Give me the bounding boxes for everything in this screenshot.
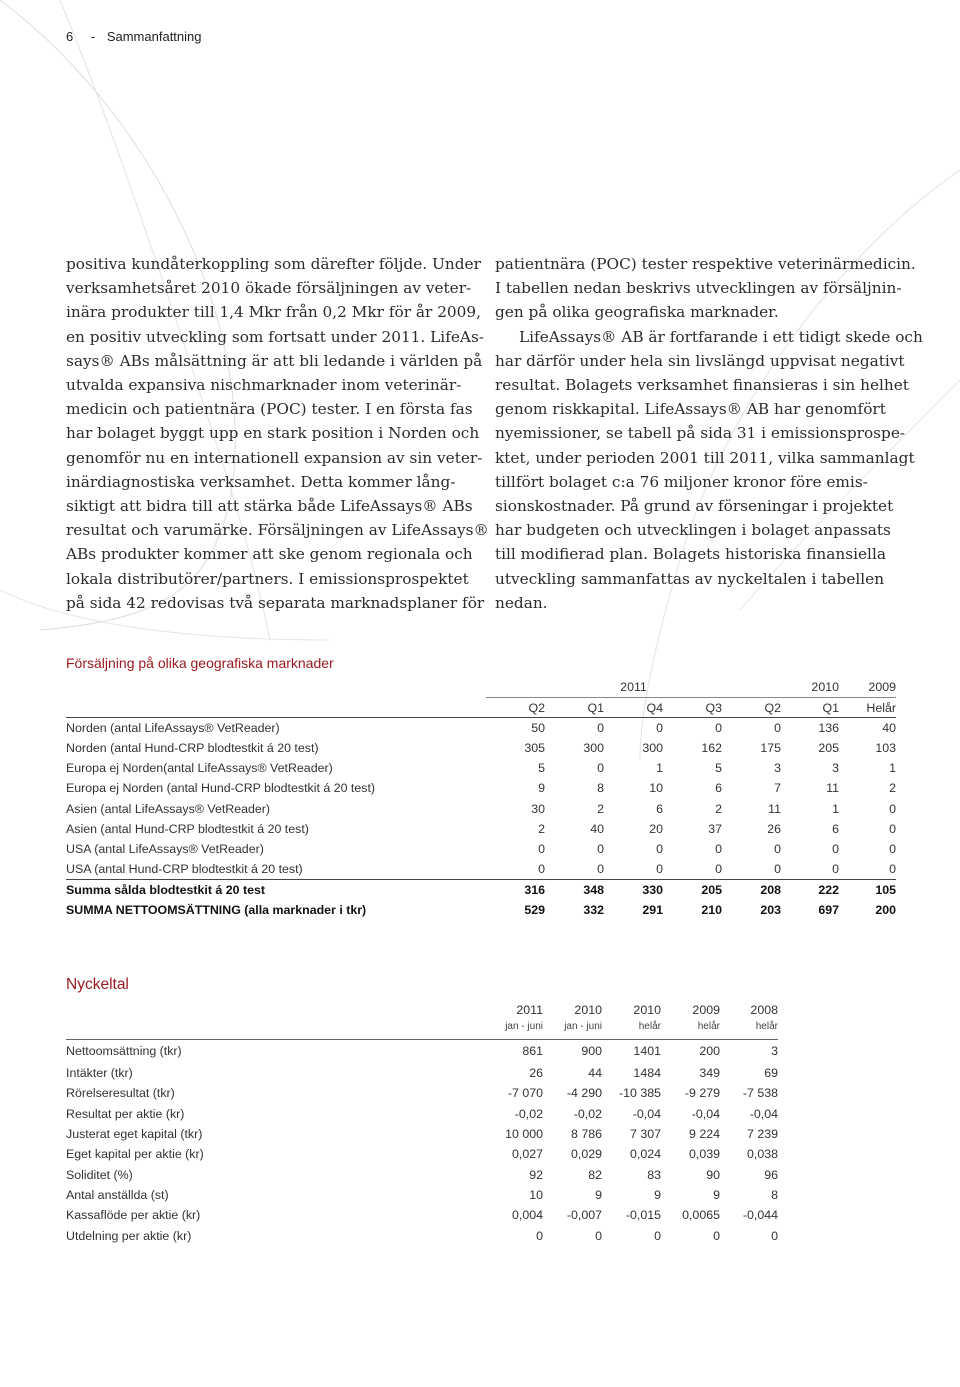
cell-value: 11 [768, 801, 781, 816]
cell-value: 9 [713, 1187, 720, 1202]
text-line: genomför nu en internationell expansion av sin veter- [66, 448, 483, 467]
cell-value: 8 [771, 1187, 778, 1202]
year-header: 2010 [633, 1003, 661, 1017]
section-title: Sammanfattning [106, 29, 202, 44]
cell-value: 103 [875, 741, 896, 756]
column-header: Q2 [722, 697, 781, 717]
label-header-empty [66, 999, 484, 1021]
cell-value: 50 [531, 721, 545, 736]
total-label: Summa sålda blodtestkit á 20 test [66, 879, 486, 899]
row-label: Asien (antal Hund-CRP blodtestkit á 20 test) [66, 821, 309, 836]
text-line: på sida 42 redovisas två separata marknadsplaner för [66, 593, 485, 612]
text-line: nyemissioner, se tabell på sida 31 i emissionsprospe- [495, 424, 906, 443]
cell-value: 6 [715, 781, 722, 796]
cell-value: 162 [701, 741, 722, 756]
cell-value: 8 [597, 781, 604, 796]
cell-value: 0,004 [511, 1208, 543, 1223]
total-value: 203 [760, 902, 781, 917]
cell-value: 0,024 [629, 1147, 661, 1162]
table-row [66, 799, 896, 819]
text-line: till modifierad plan. Bolagets historiska finansiella [495, 545, 886, 564]
total-value: 210 [701, 902, 722, 917]
total-value: 105 [839, 879, 896, 899]
cell-value: 300 [642, 741, 663, 756]
cell-value: 2 [715, 801, 722, 816]
year-header: 2008 [750, 1003, 778, 1017]
cell-value: 1 [832, 801, 839, 816]
text-line: LifeAssays® AB är fortfarande i ett tidigt skede och [519, 327, 923, 346]
cell-value: 7 239 [746, 1127, 778, 1142]
cell-value: 10 [649, 781, 663, 796]
total-row [66, 879, 896, 899]
table-row [66, 1185, 778, 1205]
cell-value: 0 [715, 842, 722, 856]
row-label: Utdelning per aktie (kr) [66, 1228, 192, 1243]
cell-value: 3 [774, 761, 781, 776]
year-header-2010: 2010 [781, 677, 839, 697]
total-value: 222 [781, 879, 839, 899]
cell-value: -0,02 [514, 1106, 543, 1121]
row-label: Kassaflöde per aktie (kr) [66, 1208, 201, 1223]
year-header-2011: 2011 [486, 677, 781, 697]
row-label: Resultat per aktie (kr) [66, 1106, 185, 1121]
cell-value: 0 [597, 761, 604, 776]
cell-value: 900 [581, 1044, 602, 1059]
column-header: Q1 [545, 697, 604, 717]
total-label: SUMMA NETTOOMSÄTTNING (alla marknader i tkr) [66, 902, 367, 917]
cell-value: 349 [699, 1066, 720, 1081]
cell-value: 82 [588, 1167, 602, 1182]
cell-value: 0 [715, 721, 722, 736]
cell-value: 2 [597, 801, 604, 816]
total-row [66, 899, 896, 919]
year-header-2009: 2009 [839, 677, 896, 697]
cell-value: 8 786 [570, 1127, 602, 1142]
year-header: 2011 [516, 1003, 543, 1017]
cell-value: 1 [656, 761, 663, 776]
text-line: en positiv utveckling som fortsatt under 2011. LifeAs- [66, 327, 484, 346]
table-row [66, 1104, 778, 1124]
cell-value: 300 [583, 741, 604, 756]
kpi-table-title: Nyckeltal [66, 976, 129, 993]
row-label: Europa ej Norden(antal LifeAssays® VetReader) [66, 761, 333, 776]
cell-value: -0,02 [573, 1106, 602, 1121]
cell-value: -0,007 [566, 1208, 602, 1223]
year-header: 2010 [574, 1003, 602, 1017]
cell-value: 7 [774, 781, 781, 796]
column-header: Q4 [604, 697, 663, 717]
text-line: har därför under hela sin livslängd uppvisat negativt [495, 351, 905, 370]
page-number: 6 [66, 29, 74, 44]
cell-value: 96 [764, 1167, 778, 1182]
table-row [66, 859, 896, 879]
header-dash: - [90, 29, 96, 44]
table-row [66, 1225, 778, 1245]
cell-value: 20 [649, 821, 663, 836]
cell-value: 0 [536, 1228, 543, 1243]
text-line: inärdiagnostiska verksamhet. Detta kommer lång- [66, 472, 456, 491]
cell-value: 40 [882, 721, 896, 736]
cell-value: 0 [771, 1228, 778, 1243]
cell-value: 0 [656, 842, 663, 856]
column-header: Q2 [486, 697, 545, 717]
row-label: Justerat eget kapital (tkr) [66, 1127, 203, 1142]
cell-value: -0,04 [749, 1106, 778, 1121]
total-value: 316 [486, 879, 545, 899]
cell-value: 69 [764, 1066, 778, 1081]
cell-value: 0 [654, 1228, 661, 1243]
cell-value: 90 [706, 1167, 720, 1182]
cell-value: 0 [889, 821, 896, 836]
total-value: 348 [545, 879, 604, 899]
cell-value: 92 [529, 1167, 543, 1182]
text-line: nedan. [495, 593, 548, 612]
text-line: genom riskkapital. LifeAssays® AB har genomfört [495, 400, 886, 419]
sales-table [66, 677, 896, 920]
table-row [66, 1083, 778, 1103]
cell-value: -7 070 [507, 1086, 543, 1101]
cell-value: -0,04 [632, 1106, 661, 1121]
total-value: 697 [818, 902, 839, 917]
cell-value: 0 [597, 842, 604, 856]
cell-value: 0 [713, 1228, 720, 1243]
cell-value: 200 [699, 1044, 720, 1059]
text-line: ktet, under perioden 2001 till 2011, vilka sammanlagt [495, 448, 915, 467]
period-header: jan - juni [543, 1021, 602, 1039]
cell-value: 0,0065 [682, 1208, 720, 1223]
table-row [66, 839, 896, 859]
row-label: Asien (antal LifeAssays® VetReader) [66, 801, 271, 816]
cell-value: 205 [818, 741, 839, 756]
text-line: utvalda expansiva nischmarknader inom veterinär- [66, 376, 462, 395]
row-label: Intäkter (tkr) [66, 1066, 133, 1081]
text-line: patientnära (POC) tester respektive veterinärmedicin. [495, 255, 916, 273]
total-value: 291 [642, 902, 663, 917]
row-label: Soliditet (%) [66, 1167, 133, 1182]
period-header: helår [661, 1021, 720, 1039]
cell-value: 9 224 [688, 1127, 720, 1142]
cell-value: -7 538 [742, 1086, 778, 1101]
cell-value: 0,039 [688, 1147, 720, 1162]
cell-value: 9 [538, 781, 545, 796]
table-row [66, 1205, 778, 1225]
table-row [66, 1063, 778, 1083]
cell-value: 136 [818, 721, 839, 736]
cell-value: 26 [529, 1066, 543, 1081]
cell-value: -4 290 [566, 1086, 602, 1101]
cell-value: 0 [715, 861, 722, 876]
column-header: Q1 [781, 697, 839, 717]
cell-value: 0 [538, 861, 545, 876]
table-row [66, 738, 896, 758]
table-row [66, 819, 896, 839]
year-header: 2009 [692, 1003, 720, 1017]
table-row [66, 1144, 778, 1164]
cell-value: 30 [531, 801, 545, 816]
table-row [66, 718, 896, 738]
text-line: inära produkter till 1,4 Mkr från 0,2 Mkr för år 2009, [66, 303, 481, 322]
row-label: USA (antal Hund-CRP blodtestkit á 20 test) [66, 861, 303, 876]
text-line: resultat och varumärke. Försäljningen av LifeAssays® [66, 521, 489, 540]
row-label: USA (antal LifeAssays® VetReader) [66, 842, 264, 856]
text-line: resultat. Bolagets verksamhet finansieras i sin helhet [495, 376, 909, 395]
cell-value: 26 [767, 821, 781, 836]
total-value: 332 [583, 902, 604, 917]
table-row [66, 778, 896, 798]
total-value: 529 [524, 902, 545, 917]
cell-value: 305 [524, 741, 545, 756]
cell-value: 0 [889, 842, 896, 856]
cell-value: 0 [538, 842, 545, 856]
row-label: Nettoomsättning (tkr) [66, 1044, 182, 1059]
text-line: siktigt att bidra till att stärka både LifeAssays® ABs [66, 497, 473, 516]
cell-value: 0,029 [570, 1147, 602, 1162]
column-header: Q3 [663, 697, 722, 717]
cell-value: 0 [832, 861, 839, 876]
period-header: jan - juni [484, 1021, 543, 1039]
row-label: Eget kapital per aktie (kr) [66, 1147, 204, 1162]
cell-value: 9 [595, 1187, 602, 1202]
cell-value: 5 [715, 761, 722, 776]
cell-value: 0 [595, 1228, 602, 1243]
cell-value: -0,015 [625, 1208, 661, 1223]
text-line: har budgeten och utvecklingen i bolaget anpassats [495, 521, 891, 540]
cell-value: 10 000 [505, 1127, 543, 1142]
cell-value: 175 [760, 741, 781, 756]
cell-value: 2 [538, 821, 545, 836]
total-value: 208 [722, 879, 781, 899]
cell-value: 1401 [633, 1044, 661, 1059]
table-row [66, 1124, 778, 1144]
right-text-column [495, 252, 923, 615]
cell-value: 1 [889, 761, 896, 776]
cell-value: -10 385 [618, 1086, 661, 1101]
left-text-column [66, 252, 489, 615]
cell-value: 6 [656, 801, 663, 816]
cell-value: 0 [656, 861, 663, 876]
cell-value: 0 [889, 801, 896, 816]
period-header: helår [602, 1021, 661, 1039]
cell-value: 5 [538, 761, 545, 776]
cell-value: -0,04 [691, 1106, 720, 1121]
cell-value: 9 [654, 1187, 661, 1202]
text-line: gen på olika geografiska marknader. [495, 303, 779, 322]
cell-value: -0,044 [742, 1208, 778, 1223]
cell-value: 2 [889, 781, 896, 796]
table-row [66, 1039, 778, 1063]
cell-value: 0 [597, 721, 604, 736]
text-line: utveckling sammanfattas av nyckeltalen i tabellen [495, 569, 885, 588]
cell-value: 0,027 [511, 1147, 543, 1162]
cell-value: 0,038 [746, 1147, 778, 1162]
cell-value: 3 [832, 761, 839, 776]
cell-value: 861 [522, 1044, 543, 1059]
row-label: Norden (antal Hund-CRP blodtestkit á 20 test) [66, 741, 319, 756]
cell-value: 0 [656, 721, 663, 736]
label-header-empty [66, 697, 486, 717]
text-line: I tabellen nedan beskrivs utvecklingen av försäljnin- [495, 279, 902, 298]
row-label: Europa ej Norden (antal Hund-CRP blodtestkit á 20 test) [66, 781, 376, 796]
row-label: Rörelseresultat (tkr) [66, 1086, 175, 1101]
cell-value: 6 [832, 821, 839, 836]
cell-value: -9 279 [684, 1086, 720, 1101]
text-line: verksamhetsåret 2010 ökade försäljningen av veter- [66, 279, 472, 298]
total-value: 330 [604, 879, 663, 899]
cell-value: 10 [529, 1187, 543, 1202]
cell-value: 0 [889, 861, 896, 876]
row-label: Antal anställda (st) [66, 1187, 169, 1202]
cell-value: 0 [832, 842, 839, 856]
cell-value: 40 [590, 821, 604, 836]
page-header [66, 29, 202, 44]
cell-value: 44 [588, 1066, 602, 1081]
table-row [66, 1164, 778, 1184]
text-line: says® ABs målsättning är att bli ledande i världen på [66, 351, 483, 370]
cell-value: 37 [708, 821, 722, 836]
total-value: 205 [663, 879, 722, 899]
text-line: medicin och patientnära (POC) tester. I en första fas [66, 400, 473, 419]
text-line: sionskostnader. På grund av förseningar i projektet [495, 497, 894, 516]
cell-value: 3 [771, 1044, 778, 1059]
cell-value: 0 [597, 861, 604, 876]
label-header-empty [66, 1021, 484, 1039]
column-header: Helår [839, 697, 896, 717]
row-label: Norden (antal LifeAssays® VetReader) [66, 721, 280, 736]
text-line: har bolaget byggt upp en stark position i Norden och [66, 424, 480, 443]
cell-value: 7 307 [629, 1127, 661, 1142]
kpi-table [66, 999, 778, 1246]
cell-value: 1484 [633, 1066, 661, 1081]
cell-value: 0 [774, 861, 781, 876]
sales-table-title: Försäljning på olika geografiska marknader [66, 655, 334, 671]
total-value: 200 [875, 902, 896, 917]
period-header: helår [720, 1021, 778, 1039]
cell-value: 0 [774, 842, 781, 856]
text-line: lokala distributörer/partners. I emissionsprospektet [66, 569, 469, 588]
table-row [66, 758, 896, 778]
text-line: tillfört bolaget c:a 76 miljoner kronor före emis- [495, 472, 868, 491]
text-line: ABs produkter kommer att ske genom regionala och [66, 545, 473, 564]
cell-value: 11 [826, 781, 839, 796]
cell-value: 0 [774, 721, 781, 736]
cell-value: 83 [647, 1167, 661, 1182]
text-line: positiva kundåterkoppling som därefter följde. Under [66, 255, 481, 273]
